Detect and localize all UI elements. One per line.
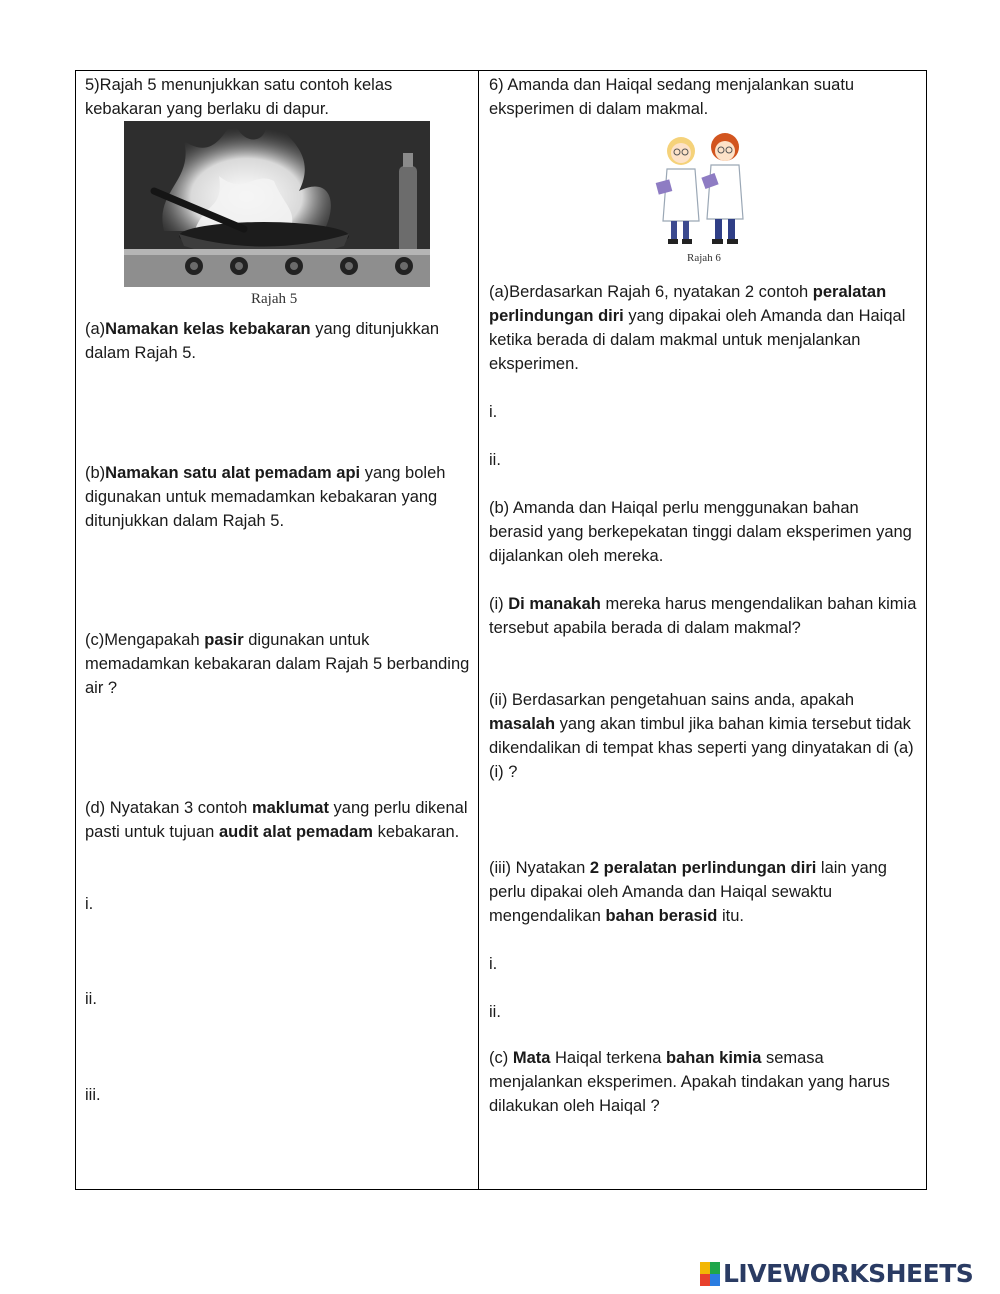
q6b-iii-answer-label-1: i. — [489, 955, 498, 973]
q5c-text: (c)Mengapakah pasir digunakan untuk memadamkan kebakaran dalam Rajah 5 berbanding air ? — [85, 631, 470, 697]
scientists-illustration — [651, 129, 759, 253]
q6-intro: 6) Amanda dan Haiqal sedang menjalankan suatu eksperimen di dalam makmal. — [489, 76, 855, 118]
q6b-iii-text: (iii) Nyatakan 2 peralatan perlindungan diri lain yang perlu dipakai oleh Amanda dan Haiqal sewaktu mengendalikan bahan berasid itu. — [489, 859, 887, 925]
q5-intro: 5)Rajah 5 menunjukkan satu contoh kelas kebakaran yang berlaku di dapur. — [85, 76, 393, 118]
question-6-column — [479, 71, 926, 1189]
q6b-iii-answer-label-2: ii. — [489, 1003, 501, 1021]
q5b-text: (b)Namakan satu alat pemadam api yang boleh digunakan untuk memadamkan kebakaran yang ditunjukkan dalam Rajah 5. — [85, 464, 446, 530]
question-5-column — [76, 71, 479, 1189]
liveworksheets-logo-text: LIVEWORKSHEETS — [723, 1259, 974, 1288]
q5a-text: (a)Namakan kelas kebakaran yang ditunjukkan dalam Rajah 5. — [85, 320, 440, 362]
q5d-answer-label-2: ii. — [85, 990, 97, 1008]
worksheet-table — [75, 70, 927, 1190]
q6a-answer-label-2: ii. — [489, 451, 501, 469]
liveworksheets-logo-icon — [700, 1262, 720, 1286]
q6a-text: (a)Berdasarkan Rajah 6, nyatakan 2 contoh peralatan perlindungan diri yang dipakai oleh Amanda dan Haiqal ketika berada di dalam makmal untuk menjalankan eksperimen. — [489, 283, 906, 373]
liveworksheets-logo[interactable] — [700, 1256, 996, 1292]
q5d-answer-label-3: iii. — [85, 1086, 101, 1104]
q5d-text: (d) Nyatakan 3 contoh maklumat yang perlu dikenal pasti untuk tujuan audit alat pemadam kebakaran. — [85, 799, 468, 841]
kitchen-fire-image — [124, 121, 430, 287]
q6b-ii-text: (ii) Berdasarkan pengetahuan sains anda, apakah masalah yang akan timbul jika bahan kimia tersebut tidak dikendalikan di tempat khas seperti yang dinyatakan di (a)(i) ? — [489, 691, 914, 781]
q5d-answer-label-1: i. — [85, 895, 94, 913]
figure-5-caption: Rajah 5 — [251, 291, 298, 307]
q6c-text: (c) Mata Haiqal terkena bahan kimia semasa menjalankan eksperimen. Apakah tindakan yang harus dilakukan oleh Haiqal ? — [489, 1049, 890, 1115]
q6b-i-text: (i) Di manakah mereka harus mengendalikan bahan kimia tersebut apabila berada di dalam makmal? — [489, 595, 917, 637]
figure-6-caption: Rajah 6 — [687, 252, 721, 264]
q6b-text: (b) Amanda dan Haiqal perlu menggunakan bahan berasid yang berkepekatan tinggi dalam eksperimen yang dijalankan oleh mereka. — [489, 499, 912, 565]
q6a-answer-label-1: i. — [489, 403, 498, 421]
